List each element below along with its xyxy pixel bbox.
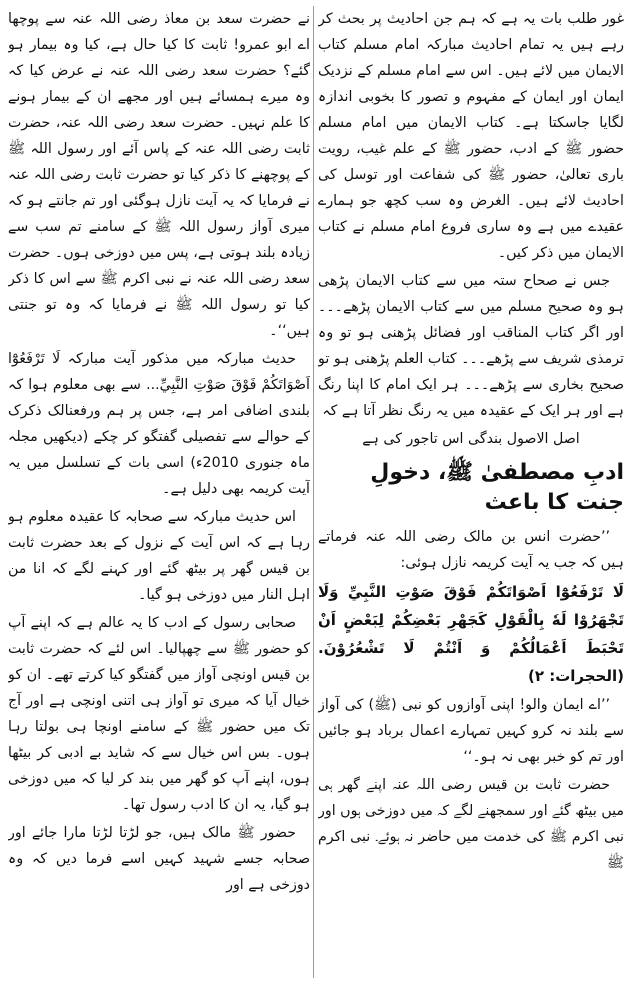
paragraph: حضور ﷺ مالک ہیں، جو لڑتا لڑتا مارا جائے اور صحابہ جسے شہید کہیں اسے فرما دیں کہ وہ دوزخی ہے اور: [8, 825, 310, 893]
verse-line: اصل الاصول بندگی اس تاجور کی ہے: [362, 431, 580, 447]
column-divider: [313, 6, 314, 978]
right-column: [318, 6, 624, 978]
translation-paragraph: ’’اے ایمان والو! اپنی آوازوں کو نبی (ﷺ) کی آواز سے بلند نہ کرو کہیں تمہارے اعمال برباد ہو جائیں اور تم کو خبر بھی نہ ہو۔‘‘: [318, 697, 624, 765]
paragraph: حضرت ثابت بن قیس رضی اللہ عنہ اپنے گھر ہی میں بیٹھ گئے اور سمجھنے لگے کہ میں دوزخی ہوں اور نبی اکرم ﷺ کی خدمت میں حاضر نہ ہوئے۔ نبی اکرم ﷺ: [318, 777, 624, 871]
paragraph: ’’حضرت انس بن مالک رضی اللہ عنہ فرماتے ہیں کہ جب یہ آیت کریمہ نازل ہوئی:: [318, 529, 624, 571]
paragraph: اس حدیث مبارکہ سے صحابہ کا عقیدہ معلوم ہو رہا ہے کہ اس آیت کے نزول کے بعد حضرت ثابت بن قیس گھر پر بیٹھ گئے اور کہنے لگے کہ انا من اہل النار میں دوزخی ہو گیا۔: [8, 509, 310, 603]
section-heading: ادبِ مصطفیٰ ﷺ، دخولِ جنت کا باعث: [370, 460, 624, 515]
paragraph: صحابی رسول کے ادب کا یہ عالم ہے کہ اپنے آپ کو حضور ﷺ سے چھپالیا۔ اس لئے کہ حضرت ثابت بن قیس اونچی آواز میں گفتگو کیا کرتے تھے۔ ان کو خیال آیا کہ میری تو آواز ہی اتنی اونچی ہے اور آج تک میں حضور ﷺ کے سامنے اونچا ہی بولتا رہا ہوں۔ بس اس خیال سے کہ شاید بے ادبی کر بیٹھا ہوں، اپنے آپ کو گھر میں بند کر لیا کہ میں دوزخی ہو گیا، یہ ان کا ادب رسول تھا۔: [8, 615, 310, 813]
paragraph: نے حضرت سعد بن معاذ رضی اللہ عنہ سے پوچھا اے ابو عمرو! ثابت کا کیا حال ہے، کیا وہ بیمار ہو گئے؟ حضرت سعد رضی اللہ عنہ نے عرض کیا کہ وہ میرے ہمسائے ہیں اور مجھے ان کے بیمار ہونے کا علم نہیں۔ حضرت سعد رضی اللہ عنہ، حضرت ثابت رضی اللہ عنہ کے پاس آئے اور رسول اللہ ﷺ کے پوچھنے کا ذکر کیا تو حضرت ثابت رضی اللہ عنہ نے فرمایا کہ یہ آیت نازل ہوگئی اور تم جانتے ہو کہ میری آواز رسول اللہ ﷺ کے سامنے تم سب سے زیادہ بلند ہوتی ہے، پس میں دوزخی ہوں۔ حضرت سعد رضی اللہ عنہ نے نبی اکرم ﷺ سے اس کا ذکر کیا تو رسول اللہ ﷺ نے فرمایا کہ وہ تو جنتی ہیں‘‘۔: [8, 11, 310, 339]
left-column: [8, 6, 310, 978]
paragraph: حدیث مبارکہ میں مذکور آیت مبارکہ لَا تَرْفَعُوْٓا اَصْوَاتَكُمْ فَوْقَ صَوْتِ النَّبِيِّ... سے بھی معلوم ہوا کہ بلندی اضافی امر ہے، جس پر ہم ورفعنالک ذکرک کے حوالے سے تفصیلی گفتگو کر چکے (دیکھیں مجلہ ماہ جنوری 2010ء) اسی بات کے تسلسل میں یہ آیت کریمہ بھی دلیل ہے۔: [8, 351, 310, 497]
quran-verse: لَا تَرْفَعُوْٓا اَصْوَاتَكُمْ فَوْقَ صَوْتِ النَّبِيِّ وَلَا تَجْهَرُوْا لَهٗ بِالْقَوْلِ كَجَهْرِ بَعْضِكُمْ لِبَعْضٍ اَنْ تَحْبَطَ اَعْمَالُكُمْ وَ اَنْتُمْ لَا تَشْعُرُوْنَ. (الحجرات: ٢): [318, 583, 624, 685]
paragraph: جس نے صحاح ستہ میں سے کتاب الایمان پڑھی ہو وہ صحیح مسلم میں سے کتاب الایمان پڑھے۔۔۔ اور اگر کتاب المناقب اور فضائل پڑھنی ہو تو وہ ترمذی شریف سے پڑھے۔۔۔ کتاب العلم پڑھنی ہو تو صحیح بخاری سے پڑھے۔۔۔ ہر ایک امام کا اپنا رنگ ہے اور ہر ایک کے عقیدہ میں یہ رنگ نظر آتا ہے کہ: [318, 273, 624, 419]
paragraph: غور طلب بات یہ ہے کہ ہم جن احادیث پر بحث کر رہے ہیں یہ تمام احادیث مبارکہ امام مسلم کتاب الایمان میں لائے ہیں۔ اس سے امام مسلم کے نزدیک ایمان اور ایمان کے مفہوم و تصور کا بخوبی اندازہ لگایا جاسکتا ہے۔ کتاب الایمان میں امام مسلم حضور ﷺ کے ادب، حضور ﷺ کے علم غیب، رویت باری تعالیٰ، حضور ﷺ کی شفاعت اور توسل کی احادیث لائے ہیں۔ الغرض وہ سب کچھ جو ہمارے عقیدے میں ہے وہ ساری فروع امام مسلم نے کتاب الایمان میں ذکر کیں۔: [318, 11, 624, 261]
